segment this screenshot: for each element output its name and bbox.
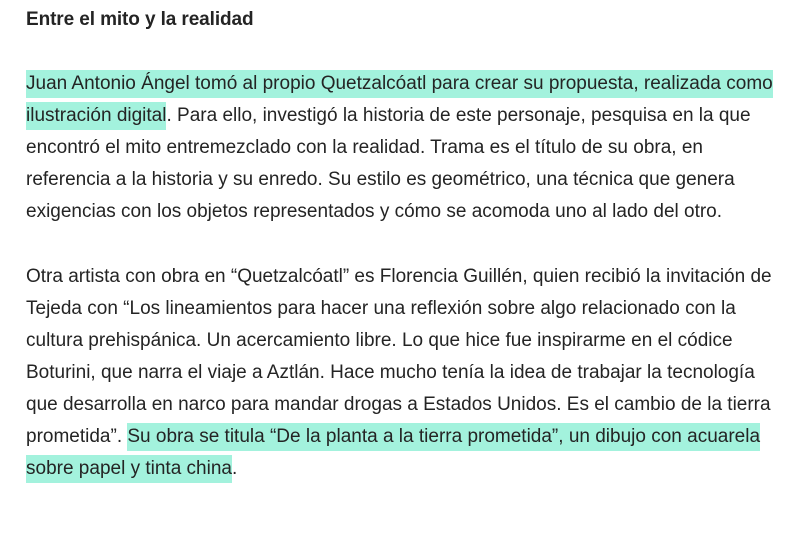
paragraph-text: Otra artista con obra en “Quetzalcóatl” es Florencia Guillén, quien recibió la invitación de Tejeda con “Los lineamientos para hacer una reflexión sobre algo relacionado con la cultura prehispánica. Un acercamiento libre. Lo que hice fue inspirarme en el códice Boturini, que narra el viaje a Aztlán. Hace mucho tenía la idea de trabajar la tecnología que desarrolla en narco para mandar drogas a Estados Unidos. Es el cambio de la tierra prometida”. — [26, 266, 772, 447]
section-heading: Entre el mito y la realidad — [26, 9, 254, 30]
highlighted-text[interactable]: Su obra se titula “De la planta a la tierra prometida”, un dibujo con acuarela sobre papel y tinta china — [26, 423, 760, 483]
paragraph-end: . — [231, 458, 238, 479]
article-section — [26, 0, 786, 485]
paragraph-1 — [26, 68, 786, 228]
highlighted-text[interactable]: Juan Antonio Ángel tomó al propio Quetzalcóatl para crear su propuesta, realizada como ilustración digital — [26, 70, 773, 130]
paragraph-2 — [26, 261, 786, 485]
paragraph-text: . Para ello, investigó la historia de este personaje, pesquisa en la que encontró el mito entremezclado con la realidad. Trama es el título de su obra, en referencia a la historia y su enredo. Su estilo es geométrico, una técnica que genera exigencias con los objetos representados y cómo se acomoda uno al lado del otro. — [26, 105, 751, 222]
